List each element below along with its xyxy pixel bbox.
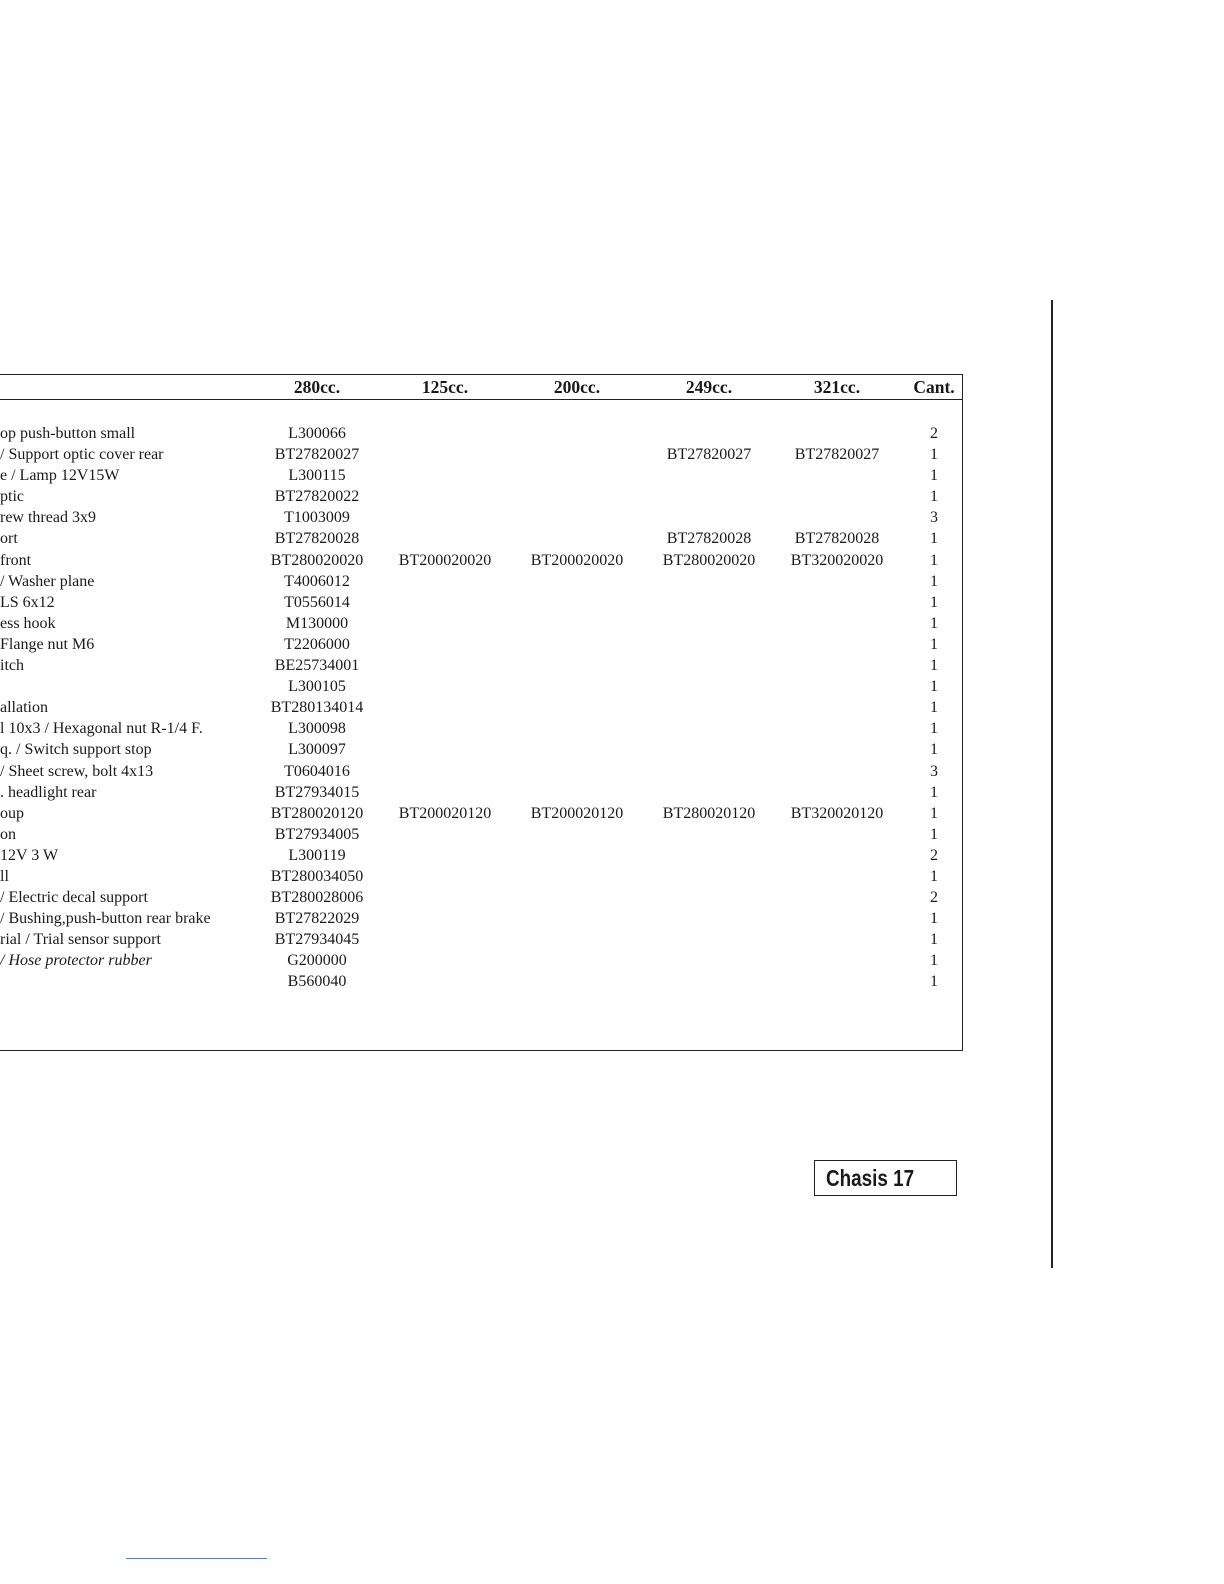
cell-cant: 1 [930, 867, 938, 885]
cell-desc: ll [0, 867, 9, 885]
col-header-cant: Cant. [913, 377, 955, 397]
cell-cant: 1 [930, 551, 938, 569]
cell-c280: BE25734001 [274, 657, 360, 675]
cell-c249: BT27820028 [666, 530, 752, 548]
cell-desc: / Hose protector rubber [0, 952, 152, 970]
cell-cant: 1 [930, 699, 938, 717]
cell-c280: L300115 [288, 467, 346, 485]
cell-c280: L300097 [288, 741, 346, 759]
cell-desc: l 10x3 / Hexagonal nut R-1/4 F. [0, 720, 203, 738]
cell-c249: BT27820027 [666, 446, 752, 464]
cell-desc: 12V 3 W [0, 846, 59, 864]
table-row [0, 845, 962, 866]
table-row [0, 465, 962, 486]
table-row [0, 950, 962, 971]
cell-cant: 1 [930, 804, 938, 822]
cell-desc: . headlight rear [0, 783, 97, 801]
cell-c280: B560040 [287, 973, 347, 991]
table-row [0, 613, 962, 634]
table-row [0, 444, 962, 465]
cell-desc: q. / Switch support stop [0, 741, 152, 759]
cell-cant: 1 [930, 825, 938, 843]
cell-cant: 2 [930, 425, 938, 442]
col-header-200cc: 200cc. [553, 377, 601, 397]
cell-c280: BT280020120 [270, 804, 364, 822]
col-header-321cc: 321cc. [813, 377, 861, 397]
table-row [0, 971, 962, 992]
col-header-125cc: 125cc. [421, 377, 469, 397]
cell-cant: 1 [930, 467, 938, 485]
table-row [0, 655, 962, 676]
cell-cant: 1 [930, 973, 938, 991]
chapter-label: Chasis 17 [826, 1165, 915, 1191]
cell-desc: front [0, 551, 32, 569]
cell-desc: / Electric decal support [0, 889, 148, 907]
table-row [0, 761, 962, 782]
cell-c280: BT280028006 [270, 889, 364, 907]
cell-desc: / Sheet screw, bolt 4x13 [0, 762, 154, 780]
cell-desc: op push-button small [0, 425, 136, 442]
table-row [0, 423, 962, 444]
cell-c321: BT320020120 [790, 804, 884, 822]
cell-c280: BT27820028 [274, 530, 360, 548]
cell-cant: 1 [930, 488, 938, 506]
cell-cant: 2 [930, 889, 938, 907]
table-header [0, 375, 962, 400]
bottom-rule [126, 1558, 267, 1559]
cell-desc: / Bushing,push-button rear brake [0, 910, 211, 928]
cell-c249: BT280020020 [662, 551, 756, 569]
table-row [0, 887, 962, 908]
cell-cant: 1 [930, 657, 938, 675]
cell-c280: L300105 [288, 678, 346, 696]
cell-c280: L300098 [288, 720, 346, 738]
table-body [0, 423, 962, 993]
cell-c280: T2206000 [284, 635, 350, 653]
cell-c249: BT280020120 [662, 804, 756, 822]
cell-cant: 1 [930, 530, 938, 548]
table-row [0, 676, 962, 697]
cell-c280: M130000 [285, 614, 349, 632]
cell-desc: on [0, 825, 16, 843]
cell-desc: allation [0, 699, 48, 717]
cell-c321: BT27820027 [794, 446, 880, 464]
cell-cant: 1 [930, 783, 938, 801]
table-row [0, 782, 962, 803]
table-row [0, 550, 962, 571]
cell-c280: BT27820027 [274, 446, 360, 464]
parts-table [0, 374, 963, 1051]
cell-desc: itch [0, 657, 24, 675]
cell-c125: BT200020020 [398, 551, 492, 569]
cell-cant: 1 [930, 635, 938, 653]
cell-c321: BT27820028 [794, 530, 880, 548]
table-row [0, 718, 962, 739]
table-row [0, 507, 962, 528]
cell-cant: 2 [930, 846, 938, 864]
cell-c125: BT200020120 [398, 804, 492, 822]
table-row [0, 929, 962, 950]
cell-c280: T0556014 [284, 593, 350, 611]
cell-desc: ort [0, 530, 18, 548]
cell-c280: T4006012 [284, 572, 350, 590]
cell-c200: BT200020020 [530, 551, 624, 569]
cell-cant: 1 [930, 678, 938, 696]
table-row [0, 739, 962, 760]
cell-cant: 3 [930, 762, 938, 780]
cell-c280: T1003009 [284, 509, 350, 527]
cell-cant: 1 [930, 952, 938, 970]
table-row [0, 571, 962, 592]
cell-desc: ptic [0, 488, 24, 506]
table-row [0, 908, 962, 929]
cell-desc: rial / Trial sensor support [0, 931, 161, 949]
cell-c280: G200000 [287, 952, 347, 970]
cell-desc: e / Lamp 12V15W [0, 467, 120, 485]
table-row [0, 486, 962, 507]
cell-desc: ess hook [0, 614, 56, 632]
cell-c280: BT280134014 [270, 699, 364, 717]
page-edge-rule [1051, 300, 1053, 1268]
cell-cant: 1 [930, 614, 938, 632]
chapter-label-box [814, 1160, 957, 1196]
cell-cant: 1 [930, 446, 938, 464]
cell-cant: 1 [930, 741, 938, 759]
cell-c321: BT320020020 [790, 551, 884, 569]
cell-c280: BT280020020 [270, 551, 364, 569]
cell-c280: BT27934015 [274, 783, 360, 801]
cell-c280: BT27820022 [274, 488, 360, 506]
table-row [0, 592, 962, 613]
cell-cant: 1 [930, 720, 938, 738]
table-row [0, 824, 962, 845]
cell-cant: 3 [930, 509, 938, 527]
table-row [0, 866, 962, 887]
table-row [0, 528, 962, 549]
cell-cant: 1 [930, 593, 938, 611]
col-header-249cc: 249cc. [685, 377, 733, 397]
table-row [0, 803, 962, 824]
cell-c280: L300066 [288, 425, 346, 442]
cell-c280: L300119 [288, 846, 346, 864]
cell-c280: BT27822029 [274, 910, 360, 928]
table-row [0, 697, 962, 718]
cell-c280: BT27934005 [274, 825, 360, 843]
cell-c280: BT27934045 [274, 931, 360, 949]
cell-desc: oup [0, 804, 24, 822]
cell-desc: / Washer plane [0, 572, 95, 590]
table-row [0, 634, 962, 655]
cell-desc: LS 6x12 [0, 593, 55, 611]
cell-cant: 1 [930, 910, 938, 928]
cell-cant: 1 [930, 931, 938, 949]
cell-c200: BT200020120 [530, 804, 624, 822]
cell-desc: / Support optic cover rear [0, 446, 164, 464]
cell-c280: BT280034050 [270, 867, 364, 885]
cell-c280: T0604016 [284, 762, 350, 780]
cell-desc: Flange nut M6 [0, 635, 95, 653]
cell-cant: 1 [930, 572, 938, 590]
col-header-280cc: 280cc. [293, 377, 341, 397]
cell-desc: rew thread 3x9 [0, 509, 96, 527]
